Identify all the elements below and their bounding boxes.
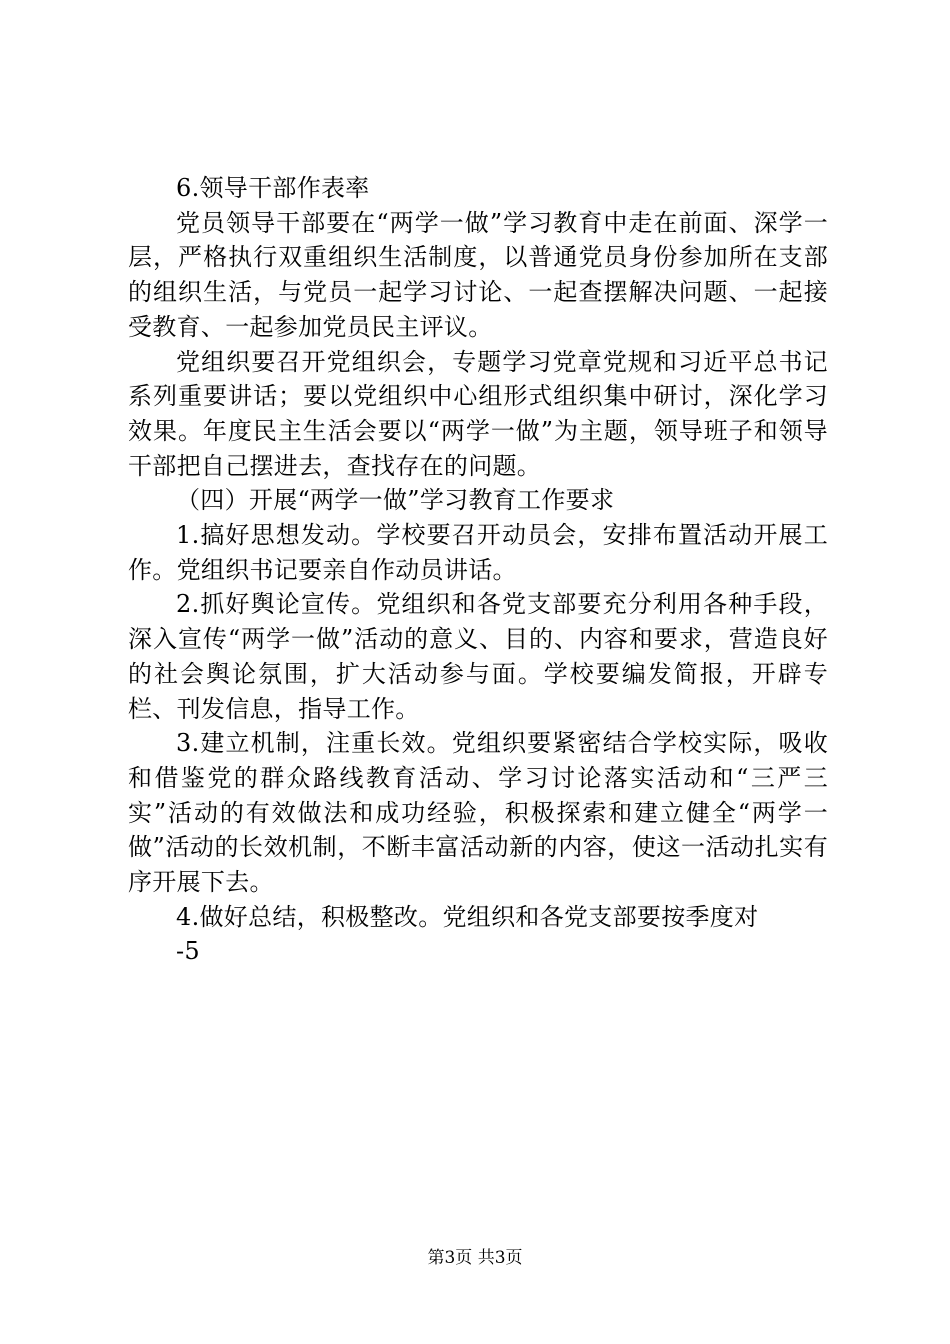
body-paragraph: 2.抓好舆论宣传。党组织和各党支部要充分利用各种手段，深入宣传“两学一做”活动的意义、目的、内容和要求，营造良好的社会舆论氛围，扩大活动参与面。学校要编发简报，开辟专栏、刊发信息，指导工作。 bbox=[128, 590, 828, 723]
body-paragraph: 党员领导干部要在“两学一做”学习教育中走在前面、深学一层，严格执行双重组织生活制度，以普通党员身份参加所在支部的组织生活，与党员一起学习讨论、一起查摆解决问题、一起接受教育、一起参加党员民主评议。 bbox=[128, 208, 828, 341]
page-marker: -5 bbox=[176, 937, 200, 966]
document-body bbox=[128, 171, 828, 969]
section-heading-leaders: 6.领导干部作表率 bbox=[176, 174, 370, 202]
body-paragraph: 4.做好总结，积极整改。党组织和各党支部要按季度对 bbox=[176, 902, 759, 931]
body-paragraph: 党组织要召开党组织会，专题学习党章党规和习近平总书记系列重要讲话；要以党组织中心组形式组织集中研讨，深化学习效果。年度民主生活会要以“两学一做”为主题，领导班子和领导干部把自己摆进去，查找存在的问题。 bbox=[128, 347, 828, 480]
body-paragraph: 3.建立机制，注重长效。党组织要紧密结合学校实际，吸收和借鉴党的群众路线教育活动、学习讨论落实活动和“三严三实”活动的有效做法和成功经验，积极探索和建立健全“两学一做”活动的长效机制，不断丰富活动新的内容，使这一活动扎实有序开展下去。 bbox=[128, 729, 828, 897]
section-heading-requirements: （四）开展“两学一做”学习教育工作要求 bbox=[176, 486, 615, 515]
body-paragraph: 1.搞好思想发动。学校要召开动员会，安排布置活动开展工作。党组织书记要亲自作动员讲话。 bbox=[128, 521, 828, 584]
page-footer: 第3页 共3页 bbox=[427, 1248, 523, 1268]
